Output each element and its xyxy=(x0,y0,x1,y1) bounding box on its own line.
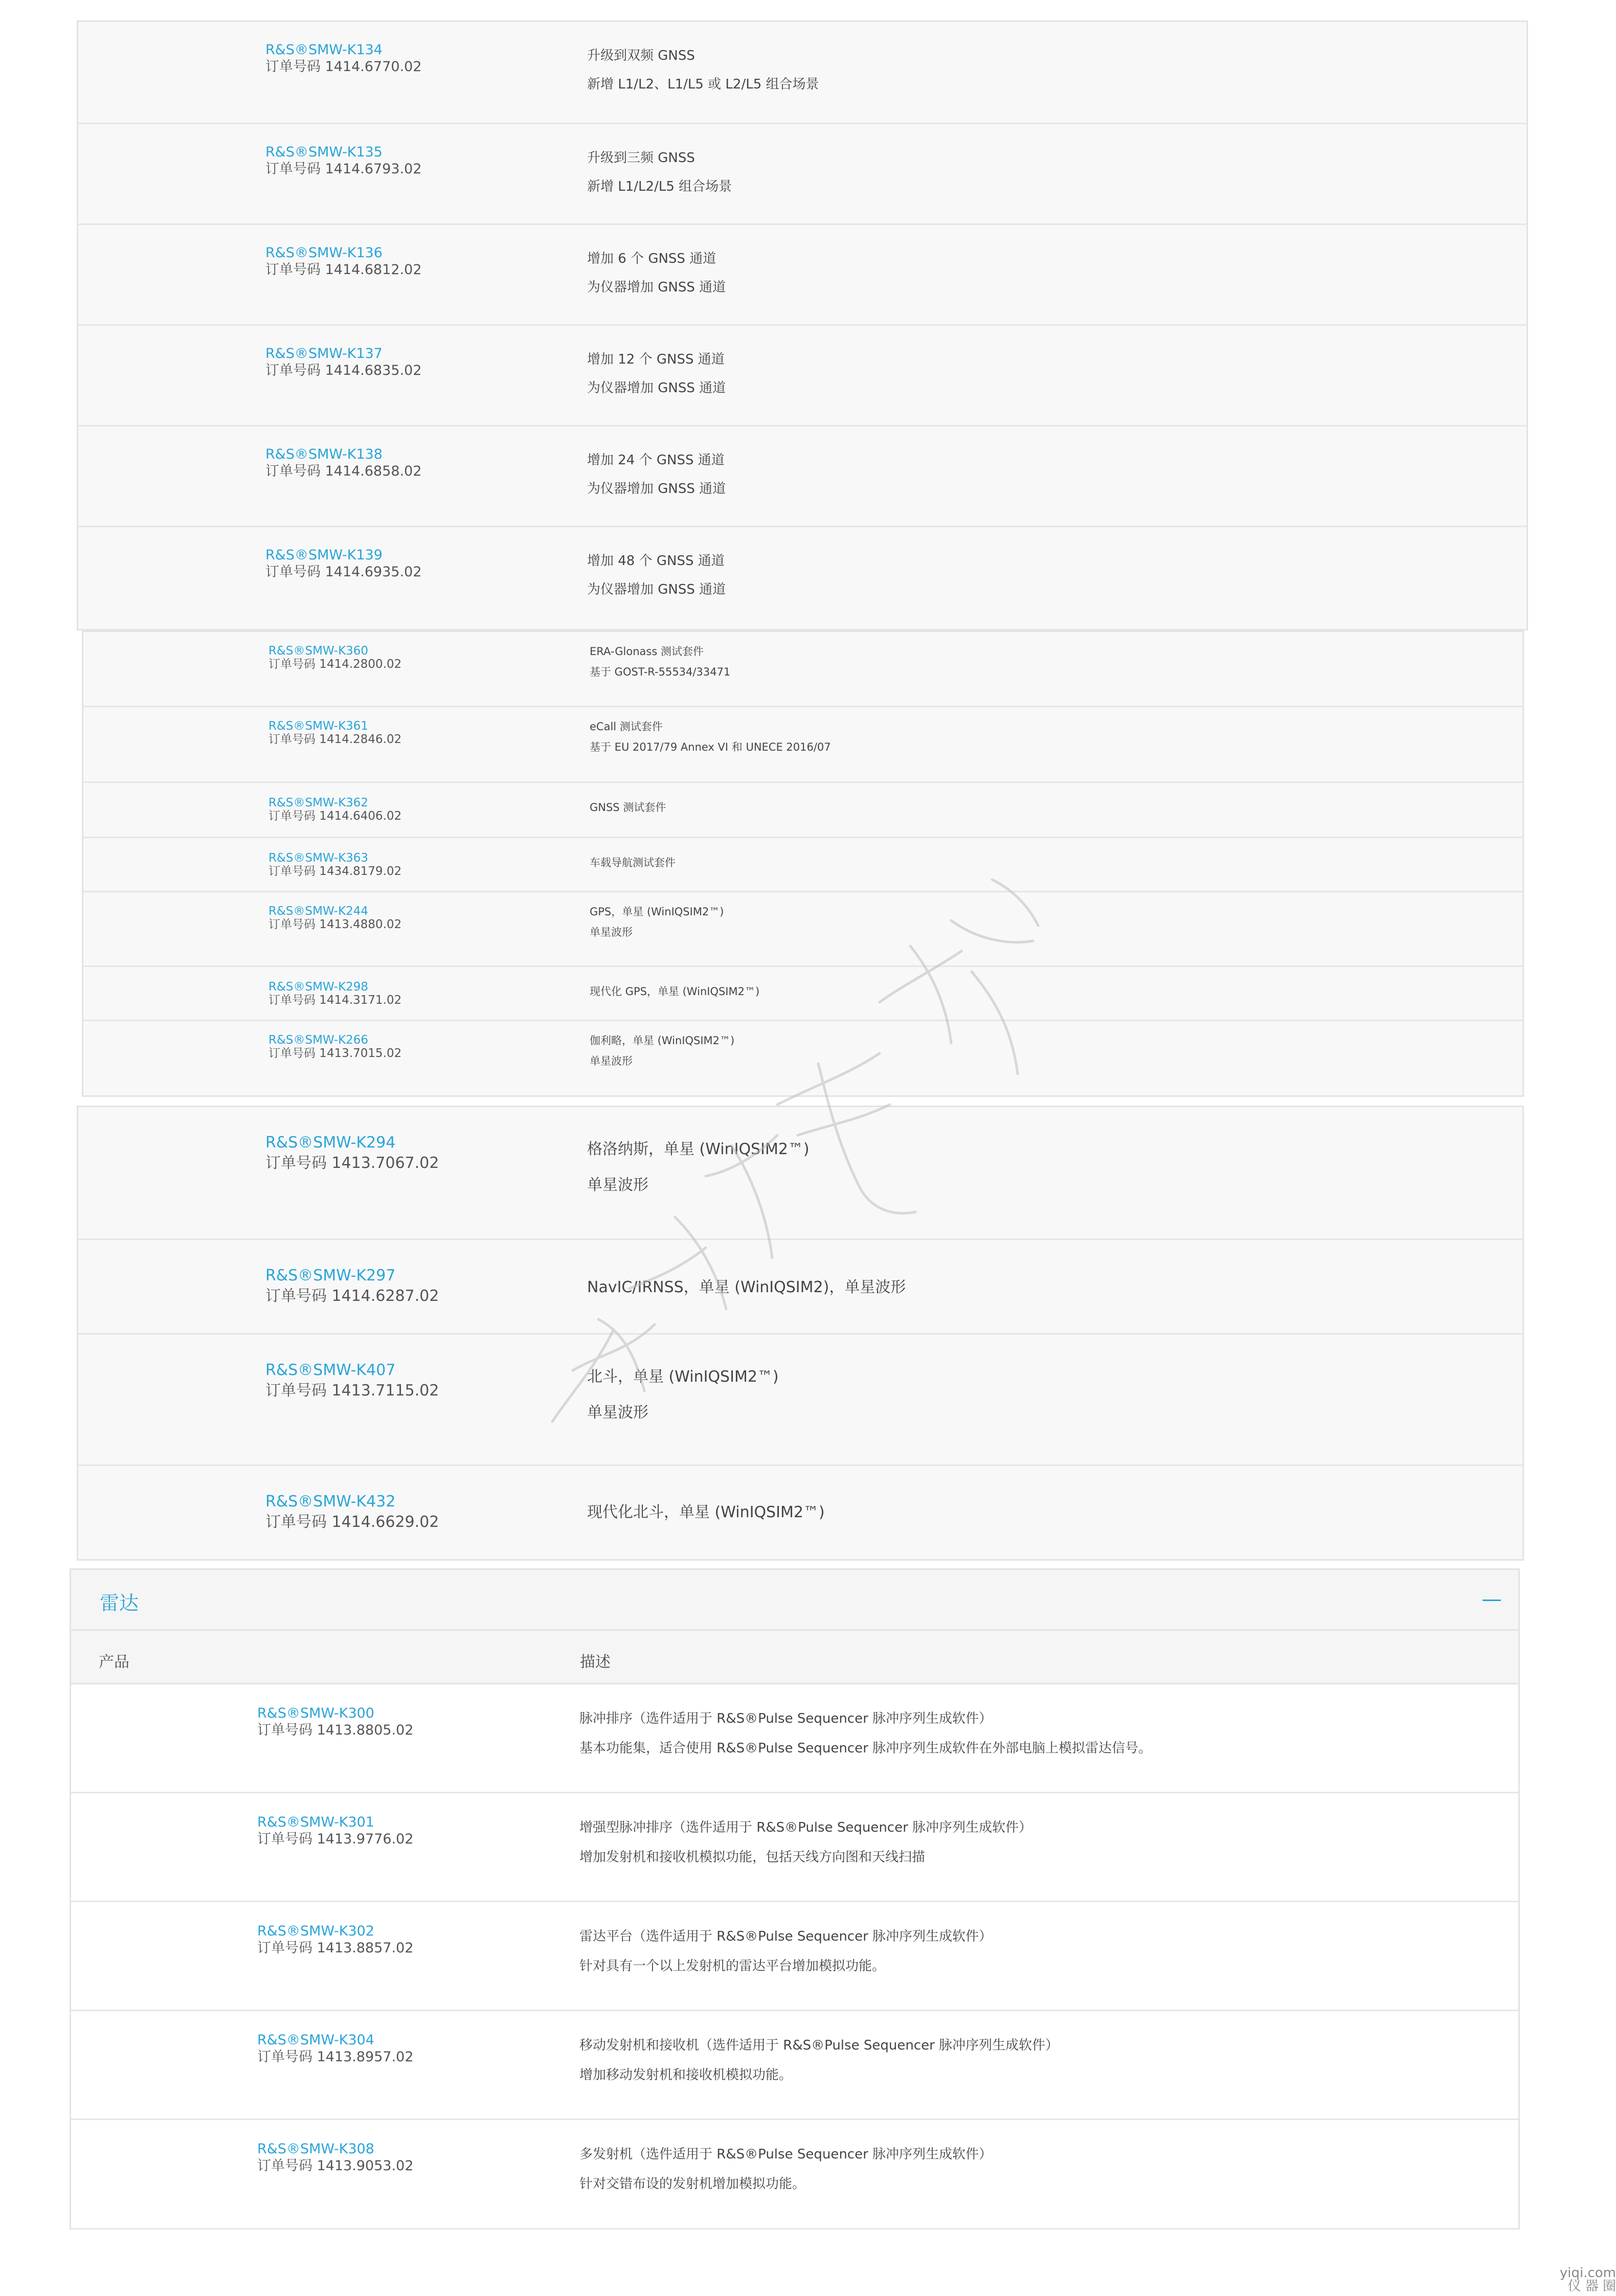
desc-detail: 增加发射机和接收机模拟功能，包括天线方向图和天线扫描 xyxy=(579,1850,926,1865)
product-link[interactable]: R&S®SMW-K294 xyxy=(265,1134,396,1152)
desc-title: 增加 48 个 GNSS 通道 xyxy=(587,553,725,569)
desc-title: GNSS 测试套件 xyxy=(590,801,666,814)
desc-title: GPS，单星 (WinIQSIM2™) xyxy=(590,906,724,918)
desc-title: 脉冲排序（选件适用于 R&S®Pulse Sequencer 脉冲序列生成软件） xyxy=(579,1711,993,1726)
product-link[interactable]: R&S®SMW-K304 xyxy=(257,2032,374,2048)
table-row xyxy=(78,1107,1522,1240)
table-row xyxy=(83,707,1522,783)
desc-title: 增强型脉冲排序（选件适用于 R&S®Pulse Sequencer 脉冲序列生成软件） xyxy=(579,1820,1033,1835)
order-number: 订单号码 1413.7067.02 xyxy=(265,1154,439,1172)
order-number: 订单号码 1414.6935.02 xyxy=(265,564,422,580)
product-link[interactable]: R&S®SMW-K137 xyxy=(265,346,383,362)
desc-detail: 针对具有一个以上发射机的雷达平台增加模拟功能。 xyxy=(579,1959,886,1974)
table-row xyxy=(83,783,1522,838)
order-number: 订单号码 1413.9053.02 xyxy=(257,2158,414,2174)
product-link[interactable]: R&S®SMW-K244 xyxy=(268,905,369,918)
table-row xyxy=(78,1466,1522,1559)
desc-detail: 针对交错布设的发射机增加模拟功能。 xyxy=(579,2176,806,2192)
product-link[interactable]: R&S®SMW-K298 xyxy=(268,980,369,994)
order-number: 订单号码 1413.7115.02 xyxy=(265,1382,439,1400)
order-number: 订单号码 1413.8857.02 xyxy=(257,1940,414,1956)
desc-detail: 为仪器增加 GNSS 通道 xyxy=(587,280,726,295)
product-link[interactable]: R&S®SMW-K134 xyxy=(265,42,383,58)
table-row xyxy=(83,1021,1522,1095)
product-link[interactable]: R&S®SMW-K407 xyxy=(265,1361,396,1379)
product-link[interactable]: R&S®SMW-K297 xyxy=(265,1267,396,1285)
product-link[interactable]: R&S®SMW-K300 xyxy=(257,1705,374,1721)
table-row xyxy=(78,326,1527,426)
desc-title: 格洛纳斯，单星 (WinIQSIM2™) xyxy=(587,1140,810,1158)
desc-detail: 新增 L1/L2/L5 组合场景 xyxy=(587,179,732,194)
radar-section-title: 雷达 xyxy=(100,1592,139,1614)
table-row xyxy=(78,124,1527,225)
column-header-product: 产品 xyxy=(99,1653,129,1671)
order-number: 订单号码 1414.3171.02 xyxy=(268,994,402,1007)
product-link[interactable]: R&S®SMW-K360 xyxy=(268,644,369,658)
site-mark-line2: 仪 器 圈 xyxy=(1567,2279,1616,2294)
order-number: 订单号码 1414.6812.02 xyxy=(265,262,422,278)
gnss-table-panel-1 xyxy=(77,20,1528,631)
desc-title: 升级到三频 GNSS xyxy=(587,150,695,166)
order-number: 订单号码 1414.6406.02 xyxy=(268,809,402,823)
radar-table-body xyxy=(70,1684,1520,2230)
order-number: 订单号码 1414.2846.02 xyxy=(268,733,402,746)
desc-title: 增加 12 个 GNSS 通道 xyxy=(587,352,725,367)
table-row xyxy=(83,967,1522,1021)
order-number: 订单号码 1414.6287.02 xyxy=(265,1287,439,1305)
table-row xyxy=(83,892,1522,967)
product-link[interactable]: R&S®SMW-K136 xyxy=(265,245,383,261)
desc-detail: 为仪器增加 GNSS 通道 xyxy=(587,380,726,396)
desc-title: 增加 24 个 GNSS 通道 xyxy=(587,453,725,468)
order-number: 订单号码 1413.9776.02 xyxy=(257,1831,414,1847)
desc-title: 车载导航测试套件 xyxy=(590,857,676,869)
order-number: 订单号码 1413.4880.02 xyxy=(268,918,402,931)
order-number: 订单号码 1414.6858.02 xyxy=(265,463,422,479)
table-row xyxy=(71,1793,1518,1902)
product-link[interactable]: R&S®SMW-K301 xyxy=(257,1814,374,1830)
product-link[interactable]: R&S®SMW-K138 xyxy=(265,446,383,462)
product-link[interactable]: R&S®SMW-K135 xyxy=(265,144,383,160)
desc-detail: 为仪器增加 GNSS 通道 xyxy=(587,582,726,597)
desc-detail: 基于 GOST-R-55534/33471 xyxy=(590,666,731,678)
desc-detail: 增加移动发射机和接收机模拟功能。 xyxy=(579,2067,793,2083)
table-row xyxy=(78,426,1527,527)
order-number: 订单号码 1414.6770.02 xyxy=(265,59,422,75)
order-number: 订单号码 1414.6835.02 xyxy=(265,363,422,378)
desc-detail: 单星波形 xyxy=(587,1176,648,1194)
desc-title: 移动发射机和接收机（选件适用于 R&S®Pulse Sequencer 脉冲序列生成软件） xyxy=(579,2038,1059,2053)
table-row xyxy=(78,225,1527,326)
gnss-table-panel-3 xyxy=(77,1106,1524,1561)
table-row xyxy=(83,632,1522,707)
gnss-table-panel-2 xyxy=(82,631,1524,1097)
desc-detail: 单星波形 xyxy=(587,1404,648,1422)
desc-detail: 新增 L1/L2、L1/L5 或 L2/L5 组合场景 xyxy=(587,77,819,92)
order-number: 订单号码 1414.2800.02 xyxy=(268,658,402,671)
desc-title: ERA-Glonass 测试套件 xyxy=(590,645,704,658)
desc-detail: 单星波形 xyxy=(590,926,633,938)
product-link[interactable]: R&S®SMW-K363 xyxy=(268,851,369,865)
product-link[interactable]: R&S®SMW-K266 xyxy=(268,1033,369,1047)
table-row xyxy=(78,1335,1522,1466)
desc-title: 北斗，单星 (WinIQSIM2™) xyxy=(587,1368,779,1386)
table-row xyxy=(78,1240,1522,1335)
table-row xyxy=(83,838,1522,892)
table-row xyxy=(71,2120,1518,2230)
table-row xyxy=(71,2011,1518,2120)
desc-title: NavIC/IRNSS，单星 (WinIQSIM2)，单星波形 xyxy=(587,1278,906,1296)
desc-title: 伽利略，单星 (WinIQSIM2™) xyxy=(590,1034,735,1047)
product-link[interactable]: R&S®SMW-K362 xyxy=(268,796,369,809)
table-row xyxy=(71,1902,1518,2011)
desc-detail: 基本功能集，适合使用 R&S®Pulse Sequencer 脉冲序列生成软件在外部电脑上模拟雷达信号。 xyxy=(579,1741,1152,1756)
order-number: 订单号码 1413.7015.02 xyxy=(268,1047,402,1060)
product-link[interactable]: R&S®SMW-K361 xyxy=(268,719,369,733)
site-mark-line1: yiqi.com xyxy=(1559,2265,1616,2281)
product-link[interactable]: R&S®SMW-K302 xyxy=(257,1923,374,1939)
product-link[interactable]: R&S®SMW-K308 xyxy=(257,2141,374,2157)
desc-detail: 单星波形 xyxy=(590,1055,633,1067)
desc-title: 现代化 GPS，单星 (WinIQSIM2™) xyxy=(590,985,760,998)
desc-title: 增加 6 个 GNSS 通道 xyxy=(587,251,716,266)
table-row xyxy=(78,527,1527,629)
order-number: 订单号码 1413.8805.02 xyxy=(257,1722,414,1738)
table-row xyxy=(71,1684,1518,1793)
desc-title: 升级到双频 GNSS xyxy=(587,48,695,63)
site-watermark xyxy=(1560,2266,1616,2293)
product-link[interactable]: R&S®SMW-K139 xyxy=(265,547,383,563)
column-header-description: 描述 xyxy=(580,1653,611,1671)
radar-accordion-header[interactable] xyxy=(70,1568,1520,1631)
desc-title: 现代化北斗，单星 (WinIQSIM2™) xyxy=(587,1503,825,1521)
desc-detail: 为仪器增加 GNSS 通道 xyxy=(587,481,726,497)
desc-title: eCall 测试套件 xyxy=(590,721,663,733)
order-number: 订单号码 1414.6629.02 xyxy=(265,1513,439,1531)
collapse-icon[interactable] xyxy=(1483,1600,1501,1601)
table-row xyxy=(78,22,1527,124)
product-link[interactable]: R&S®SMW-K432 xyxy=(265,1493,396,1511)
radar-table-header xyxy=(70,1631,1520,1684)
order-number: 订单号码 1434.8179.02 xyxy=(268,865,402,878)
desc-detail: 基于 EU 2017/79 Annex VI 和 UNECE 2016/07 xyxy=(590,741,831,753)
order-number: 订单号码 1413.8957.02 xyxy=(257,2049,414,2065)
order-number: 订单号码 1414.6793.02 xyxy=(265,161,422,177)
desc-title: 雷达平台（选件适用于 R&S®Pulse Sequencer 脉冲序列生成软件） xyxy=(579,1929,993,1944)
desc-title: 多发射机（选件适用于 R&S®Pulse Sequencer 脉冲序列生成软件） xyxy=(579,2147,993,2162)
